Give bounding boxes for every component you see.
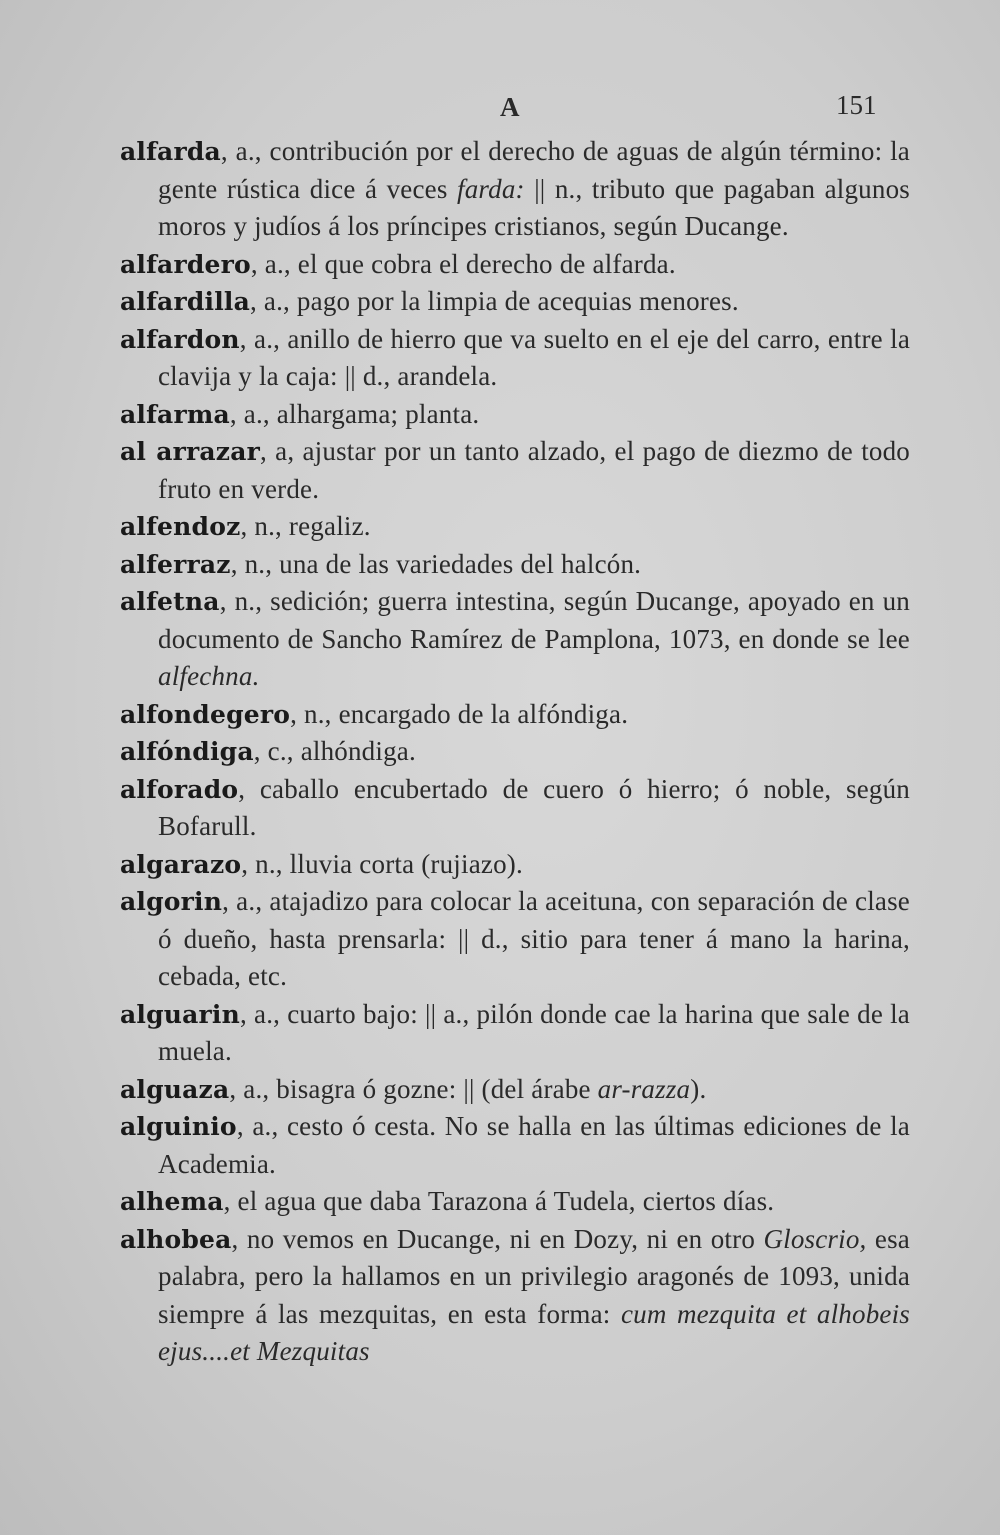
entry-headword: algarazo [120, 849, 242, 879]
dictionary-entry [120, 733, 910, 771]
entry-definition-text: , a., pago por la limpia de acequias menores. [250, 286, 739, 316]
entry-headword: alfendoz [120, 512, 241, 541]
entry-headword: alfardero [120, 249, 251, 279]
entry-headword: alfardon [120, 324, 240, 354]
dictionary-entry [120, 1071, 910, 1109]
dictionary-entry [120, 396, 910, 434]
entry-definition-text: , a., cuarto bajo: || a., pilón donde cae la harina que sale de la muela. [158, 998, 910, 1066]
entry-headword: alfondegero [120, 699, 291, 729]
entry-definition-text: ). [690, 1073, 707, 1104]
page-number: 151 [836, 90, 877, 120]
entry-headword: alhobea [120, 1224, 232, 1254]
entry-headword: alfarma [120, 399, 230, 429]
entry-definition-text: , n., regaliz. [240, 511, 371, 541]
entry-italic-text: cum mezquita et alhobeis ejus....et Mezquitas [158, 1298, 910, 1366]
dictionary-entry [120, 771, 910, 846]
dictionary-entry [120, 1221, 910, 1371]
entry-headword: alfarda [120, 137, 221, 166]
entry-headword: al arrazar [120, 437, 260, 466]
entry-definition-text: , a, ajustar por un tanto alzado, el pago de diezmo de todo fruto en verde. [158, 436, 911, 504]
entry-headword: alferraz [120, 549, 231, 579]
dictionary-entry [120, 846, 910, 884]
dictionary-entry [120, 996, 910, 1071]
entry-headword: alforado [120, 774, 239, 804]
entry-headword: alhema [120, 1187, 224, 1216]
dictionary-entry [120, 133, 910, 246]
dictionary-entry [120, 583, 910, 696]
entry-definition-text: , a., contribución por el derecho de aguas de algún término: la gente rústica dice á veces [158, 136, 910, 204]
entry-headword: alguinio [120, 1112, 237, 1141]
dictionary-entry [120, 883, 910, 996]
running-head [0, 88, 1000, 128]
dictionary-entry [120, 546, 910, 584]
entry-definition-text: esa palabra, pero la hallamos en un privilegio aragonés de 1093, unida siempre á las mezquitas, en esta forma: [158, 1223, 910, 1329]
entry-headword: alguaza [120, 1074, 230, 1104]
entry-headword: alfardilla [120, 287, 250, 316]
entry-headword: alfóndiga [120, 737, 254, 766]
entry-italic-text: alfechna. [158, 661, 260, 691]
dictionary-entry [120, 283, 910, 321]
entry-headword: alfetna [120, 587, 220, 616]
dictionary-entry [120, 246, 910, 284]
entry-definition-text: , n., sedición; guerra intestina, según Ducange, apoyado en un documento de Sancho Ramírez de Pamplona, 1073, en donde se lee [158, 586, 910, 654]
entry-italic-text: farda: [457, 173, 525, 204]
entry-definition-text: , a., cesto ó cesta. No se halla en las últimas ediciones de la Academia. [158, 1111, 910, 1179]
entry-definition-text: , a., atajadizo para colocar la aceituna, con separación de clase ó dueño, hasta prensarla: || d., sitio para tener á mano la harina, cebada, etc. [158, 886, 910, 991]
dictionary-entries [120, 133, 910, 1371]
entry-definition-text: , el agua que daba Tarazona á Tudela, ciertos días. [223, 1186, 775, 1216]
entry-definition-text: , a., alhargama; planta. [229, 398, 480, 429]
entry-definition-text: , caballo encubertado de cuero ó hierro; ó noble, según Bofarull. [158, 773, 910, 841]
dictionary-entry [120, 1108, 910, 1183]
entry-definition-text: , a., el que cobra el derecho de alfarda. [250, 248, 676, 279]
dictionary-entry [120, 1183, 910, 1221]
entry-definition-text: , a., bisagra ó gozne: || (del árabe [229, 1073, 598, 1104]
entry-italic-text: ar-razza [597, 1073, 691, 1104]
dictionary-entry [120, 321, 910, 396]
entry-definition-text: , n., encargado de la alfóndiga. [290, 698, 629, 729]
entry-headword: algorin [120, 887, 223, 916]
section-letter: A [500, 92, 520, 122]
entry-definition-text: , c., alhóndiga. [253, 736, 416, 766]
entry-definition-text: || n., tributo que pagaban algunos moros y judíos á los príncipes cristianos, según Ducange. [158, 173, 910, 241]
dictionary-entry [120, 696, 910, 734]
entry-definition-text: , no vemos en Ducange, ni en Dozy, ni en otro [231, 1223, 764, 1254]
entry-definition-text: , n., una de las variedades del halcón. [230, 548, 642, 579]
dictionary-entry [120, 508, 910, 546]
dictionary-entry [120, 433, 910, 508]
entry-definition-text: , a., anillo de hierro que va suelto en el eje del carro, entre la clavija y la caja: || d., arandela. [158, 323, 910, 391]
entry-italic-text: Gloscrio, [763, 1223, 867, 1254]
entry-headword: alguarin [120, 999, 240, 1029]
entry-definition-text: , n., lluvia corta (rujiazo). [241, 848, 523, 879]
